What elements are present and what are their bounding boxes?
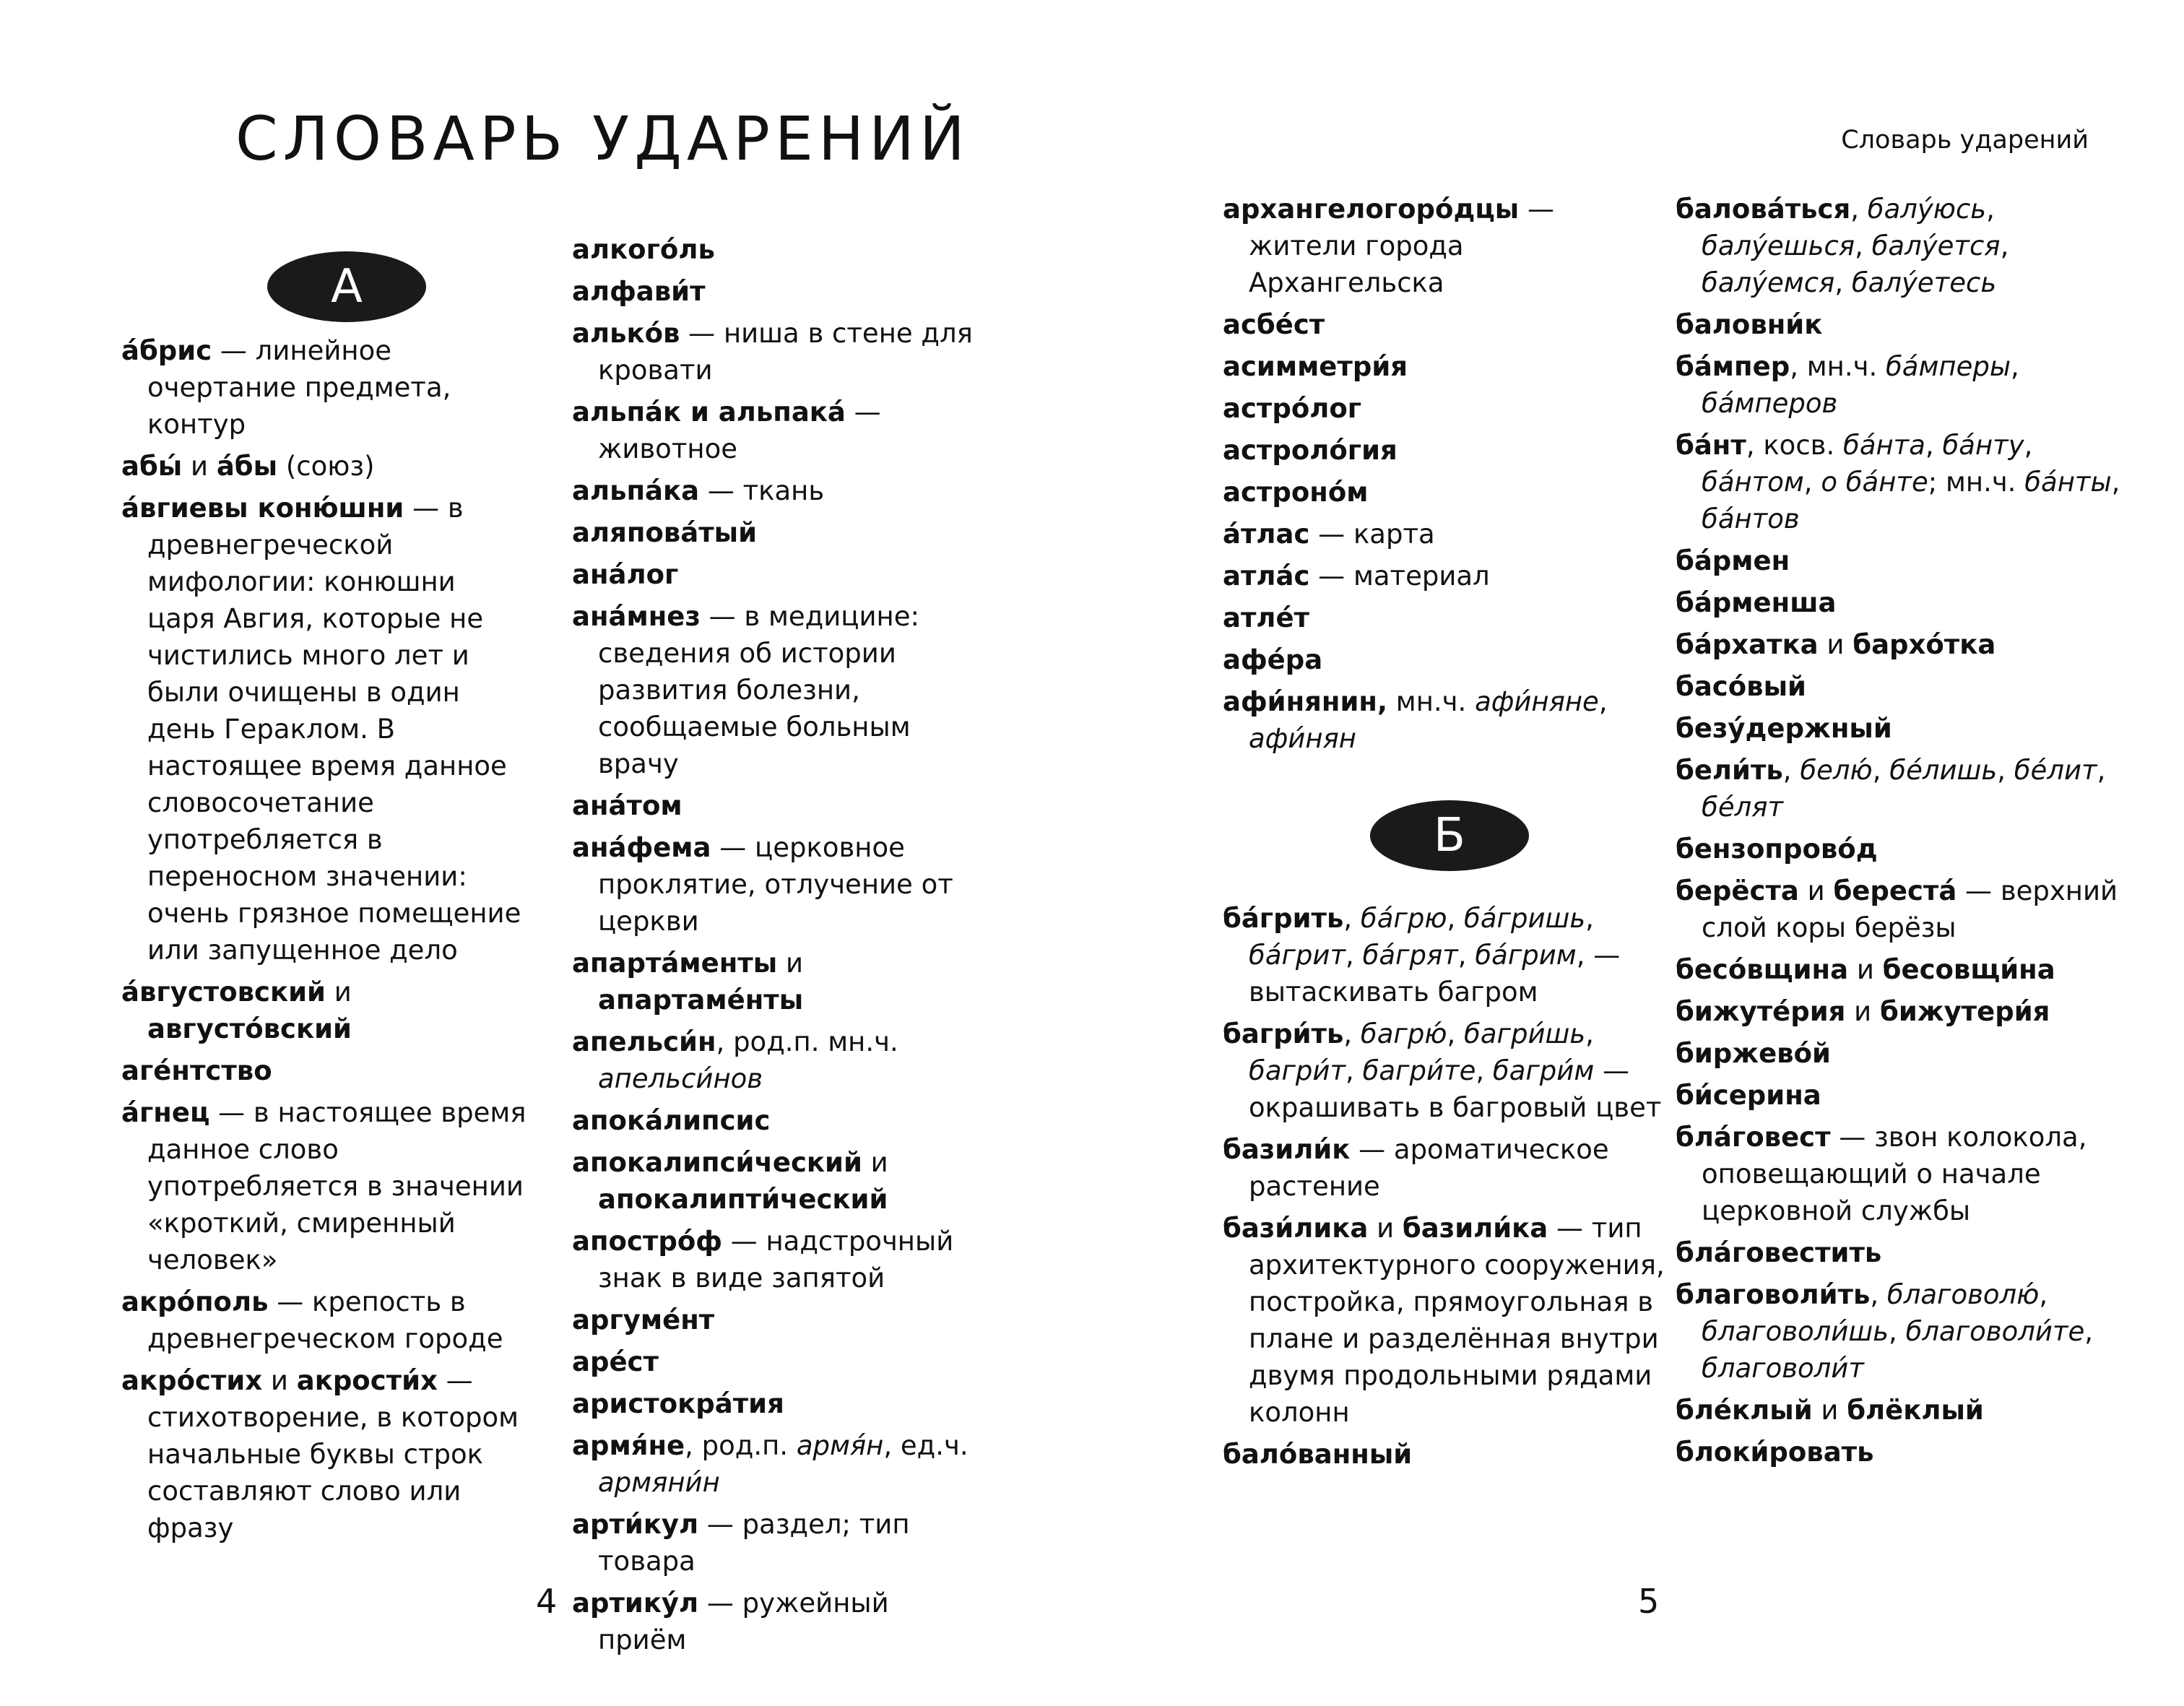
definition-text: и — [182, 451, 217, 482]
dictionary-entry — [1223, 1436, 1665, 1473]
definition-text: мн.ч. — [1387, 686, 1476, 717]
headword: апокалипти́ческий — [598, 1184, 888, 1215]
headword: а́брис — [121, 335, 212, 366]
headword: архангелогоро́дцы — [1223, 194, 1520, 225]
definition-text: , — [1855, 230, 1872, 261]
definition-text: , — [1343, 1018, 1361, 1049]
word-form: багри́шь — [1464, 1018, 1586, 1049]
headword: багри́ть — [1223, 1018, 1344, 1049]
definition-text: — в медицине: сведения об истории развития болезни, сообщаемые больным врачу — [598, 601, 919, 779]
word-form: благоволю́ — [1886, 1279, 2040, 1310]
definition-text: и — [1368, 1213, 1403, 1244]
headword: арти́кул — [572, 1509, 699, 1540]
definition-text: , — [1346, 940, 1363, 971]
headword: абы́ — [121, 451, 183, 482]
definition-text: , мн.ч. — [1790, 351, 1886, 382]
headword: блёклый — [1847, 1395, 1984, 1426]
headword: а́тлас — [1223, 519, 1310, 550]
dictionary-entry — [1223, 900, 1665, 1010]
dictionary-entry — [572, 514, 984, 551]
headword: алкого́ль — [572, 234, 715, 265]
headword: баловни́к — [1676, 309, 1823, 340]
definition-text: , — [1782, 755, 1800, 786]
headword: альпа́к и альпака́ — [572, 397, 846, 428]
dictionary-entry — [1676, 584, 2123, 621]
definition-text: , — [2111, 467, 2120, 498]
dictionary-entry — [572, 1343, 984, 1380]
definition-text: — в настоящее время данное слово употребляется в значении «кроткий, смиренный человек» — [147, 1097, 526, 1276]
dictionary-entry — [572, 556, 984, 593]
headword: астроно́м — [1223, 477, 1369, 508]
definition-text: , — [1850, 194, 1868, 225]
dictionary-entry — [1676, 831, 2123, 867]
headword: аге́нтство — [121, 1055, 272, 1086]
dictionary-entry — [1223, 1210, 1665, 1431]
headword: а́вгиевы коню́шни — [121, 493, 404, 524]
headword: бази́лика — [1223, 1213, 1369, 1244]
dictionary-entry — [1223, 1016, 1665, 1126]
word-form: ба́грю — [1360, 903, 1447, 934]
word-form: балу́емся — [1702, 267, 1835, 298]
headword: ба́рхатка — [1676, 629, 1819, 660]
definition-text: — ружейный приём — [598, 1588, 889, 1655]
definition-text: — верхний слой коры берёзы — [1702, 875, 2118, 943]
headword: ана́лог — [572, 559, 679, 590]
dictionary-entry — [1676, 710, 2123, 747]
headword: асбе́ст — [1223, 309, 1325, 340]
headword: бесо́вщина — [1676, 954, 1849, 985]
headword: бла́говест — [1676, 1122, 1831, 1153]
page-title: СЛОВАРЬ УДАРЕНИЙ — [235, 103, 970, 174]
headword: апельси́н — [572, 1026, 716, 1057]
headword: басо́вый — [1676, 671, 1806, 702]
definition-text: — ниша в стене для кровати — [598, 318, 973, 386]
dictionary-entry — [572, 1427, 984, 1501]
dictionary-entry — [121, 1362, 532, 1546]
headword: акро́стих — [121, 1365, 263, 1396]
word-form: ба́нты — [2024, 467, 2112, 498]
dictionary-entry — [121, 1283, 532, 1357]
headword: атла́с — [1223, 560, 1310, 592]
headword: аристокра́тия — [572, 1388, 784, 1419]
headword: ба́рмен — [1676, 545, 1790, 576]
word-form: балу́ешься — [1702, 230, 1855, 261]
section-letter-badge-a: А — [267, 251, 426, 322]
definition-text: , — [1585, 1018, 1594, 1049]
headword: благоволи́ть — [1676, 1279, 1871, 1310]
definition-text: и — [862, 1147, 888, 1178]
definition-text: и — [262, 1365, 297, 1396]
dictionary-entry — [572, 787, 984, 824]
definition-text: , — [1585, 903, 1594, 934]
word-form: ба́грят — [1362, 940, 1458, 971]
definition-text: , род.п. мн.ч. — [716, 1026, 898, 1057]
dictionary-entry — [1223, 390, 1665, 427]
headword: алфави́т — [572, 276, 706, 307]
definition-text: — раздел; тип товара — [598, 1509, 910, 1577]
word-form: багри́т — [1249, 1055, 1346, 1086]
definition-text: — линейное очертание предмета, контур — [147, 335, 451, 440]
word-form: ба́нту — [1942, 430, 2024, 461]
dictionary-entry — [1676, 1119, 2123, 1229]
headword: артику́л — [572, 1588, 699, 1619]
dictionary-entry — [572, 231, 984, 268]
headword: апока́липсис — [572, 1105, 771, 1136]
word-form: балу́етесь — [1851, 267, 1997, 298]
headword: ба́грить — [1223, 903, 1344, 934]
word-form: балу́ется — [1871, 230, 2001, 261]
definition-text: — крепость в древнегреческом городе — [147, 1286, 503, 1354]
headword: аргуме́нт — [572, 1304, 715, 1335]
definition-text: (союз) — [277, 451, 375, 482]
definition-text: , — вытаскивать багром — [1249, 940, 1621, 1008]
headword: апостро́ф — [572, 1226, 722, 1257]
headword: афи́нянин, — [1223, 686, 1388, 717]
dictionary-entry — [1676, 993, 2123, 1030]
definition-text: , — [1598, 686, 1608, 717]
definition-text: , — [1872, 755, 1890, 786]
dictionary-entry — [572, 315, 984, 389]
word-form: благоволи́те — [1905, 1316, 2085, 1347]
dictionary-entry — [1676, 752, 2123, 826]
definition-text: , род.п. — [685, 1430, 797, 1461]
definition-text: ; мн.ч. — [1928, 467, 2025, 498]
headword: атле́т — [1223, 602, 1310, 633]
dictionary-entry — [1223, 348, 1665, 385]
dictionary-entry — [1223, 599, 1665, 636]
definition-text: и — [1812, 1395, 1847, 1426]
definition-text: — ткань — [699, 475, 825, 506]
headword: аляпова́тый — [572, 517, 758, 548]
headword: блоки́ровать — [1676, 1437, 1874, 1468]
definition-text: , — [1343, 903, 1361, 934]
headword: бла́говестить — [1676, 1237, 1882, 1268]
dictionary-entry — [121, 490, 532, 969]
dictionary-entry — [1676, 427, 2123, 537]
definition-text: , — [1457, 940, 1476, 971]
dictionary-entry — [572, 1102, 984, 1139]
headword: ана́том — [572, 790, 682, 821]
definition-text: — звон колокола, оповещающий о начале церковной службы — [1702, 1122, 2087, 1226]
dictionary-entry — [1676, 1392, 2123, 1429]
headword: бензопрово́д — [1676, 833, 1878, 865]
dictionary-entry — [572, 945, 984, 1018]
word-form: ба́мперов — [1702, 388, 1838, 419]
dictionary-entry — [121, 448, 532, 485]
dictionary-entry — [572, 1223, 984, 1296]
headword: бархо́тка — [1852, 629, 1996, 660]
definition-text: , — [1889, 1316, 1906, 1347]
definition-text: — материал — [1309, 560, 1490, 592]
headword: астроло́гия — [1223, 435, 1398, 466]
dictionary-entry — [1676, 542, 2123, 579]
headword: ба́мпер — [1676, 351, 1790, 382]
page-number-left: 4 — [536, 1582, 558, 1621]
dictionary-entry — [572, 1144, 984, 1218]
running-head: Словарь ударений — [1841, 126, 2089, 155]
definition-text: — в древнегреческой мифологии: конюшни царя Авгия, которые не чистились много лет и были очищены в один день Гераклом. В настоящее время данное словосочетание употребляется в переносном значении: очень грязное помещение или запущенное дело — [147, 493, 521, 966]
dictionary-entry — [1223, 641, 1665, 678]
word-form: бе́лят — [1702, 792, 1784, 823]
definition-text: и — [1818, 629, 1853, 660]
page-number-right: 5 — [1638, 1582, 1660, 1621]
headword: безу́держный — [1676, 713, 1892, 744]
dictionary-entry — [121, 974, 532, 1047]
dictionary-entry — [1676, 1077, 2123, 1114]
word-form: апельси́нов — [598, 1063, 763, 1094]
word-form: бе́лит — [2014, 755, 2097, 786]
headword: бижуте́рия — [1676, 996, 1846, 1027]
word-form: о ба́нте — [1821, 467, 1928, 498]
dictionary-entry — [1676, 1035, 2123, 1072]
headword: ба́рменша — [1676, 587, 1837, 618]
headword: аре́ст — [572, 1346, 659, 1377]
dictionary-entry — [1223, 191, 1665, 301]
word-form: багри́те — [1362, 1055, 1476, 1086]
definition-text: — надстрочный знак в виде запятой — [598, 1226, 954, 1294]
dictionary-entry — [1676, 1234, 2123, 1271]
word-form: афи́няне — [1475, 686, 1599, 717]
headword: акро́поль — [121, 1286, 269, 1317]
section-letter-badge-b: Б — [1370, 800, 1529, 871]
dictionary-entry — [1223, 683, 1665, 757]
definition-text: — окрашивать в багровый цвет — [1249, 1055, 1662, 1123]
dictionary-entry — [572, 1302, 984, 1338]
word-form: ба́мперы — [1885, 351, 2011, 382]
headword: берёста — [1676, 875, 1799, 906]
dictionary-entry — [572, 1385, 984, 1422]
definition-text: — животное — [598, 397, 881, 464]
definition-text: и — [777, 948, 804, 979]
dictionary-column-4 — [1676, 191, 2123, 1476]
definition-text: — стихотворение, в котором начальные буквы строк составляют слово или фразу — [147, 1365, 519, 1543]
dictionary-entry — [121, 1052, 532, 1089]
definition-text: , — [1870, 1279, 1887, 1310]
definition-text: , — [1447, 1018, 1465, 1049]
dictionary-entry — [572, 829, 984, 940]
definition-text: , — [2000, 230, 2009, 261]
dictionary-entry — [1676, 348, 2123, 422]
dictionary-entry — [1223, 558, 1665, 594]
definition-text: и — [1848, 954, 1883, 985]
headword: ба́нт — [1676, 430, 1746, 461]
dictionary-entry — [1676, 668, 2123, 705]
headword: бле́клый — [1676, 1395, 1813, 1426]
definition-text: — ароматическое растение — [1249, 1134, 1609, 1202]
headword: асимметри́я — [1223, 351, 1408, 382]
dictionary-entry — [1223, 516, 1665, 553]
headword: бесовщи́на — [1882, 954, 2055, 985]
headword: а́вгустовский — [121, 977, 326, 1008]
definition-text: , — [1834, 267, 1852, 298]
dictionary-entry — [1676, 873, 2123, 946]
headword: балова́ться — [1676, 194, 1851, 225]
word-form: ба́нтов — [1702, 503, 1800, 534]
word-form: бе́лишь — [1889, 755, 1998, 786]
headword: бало́ванный — [1223, 1439, 1413, 1470]
definition-text: , — [2039, 1279, 2048, 1310]
definition-text: , — [1997, 755, 2014, 786]
headword: апокалипси́ческий — [572, 1147, 862, 1178]
headword: а́бы — [216, 451, 278, 482]
dictionary-column-1 — [121, 114, 532, 1551]
dictionary-entry — [572, 273, 984, 310]
headword: би́серина — [1676, 1080, 1821, 1111]
headword: базили́ка — [1402, 1213, 1548, 1244]
dictionary-entry — [121, 1094, 532, 1278]
headword: базили́к — [1223, 1134, 1351, 1165]
word-form: багри́м — [1492, 1055, 1595, 1086]
dictionary-entry — [1676, 191, 2123, 301]
definition-text: , — [1986, 194, 1995, 225]
dictionary-entry — [1676, 626, 2123, 663]
word-form: благоволи́шь — [1702, 1316, 1889, 1347]
word-form: ба́нта — [1843, 430, 1925, 461]
definition-text: , — [1346, 1055, 1363, 1086]
headword: биржево́й — [1676, 1038, 1831, 1069]
dictionary-column-2 — [572, 231, 984, 1663]
definition-text: — жители города Архангельска — [1249, 194, 1554, 298]
dictionary-entry — [1223, 306, 1665, 343]
definition-text: , — [1476, 1055, 1493, 1086]
dictionary-entry — [572, 1585, 984, 1658]
headword: береста́ — [1833, 875, 1957, 906]
headword: а́гнец — [121, 1097, 210, 1128]
definition-text: , косв. — [1746, 430, 1843, 461]
dictionary-entry — [1676, 1276, 2123, 1387]
word-form: армя́н — [796, 1430, 884, 1461]
headword: апартаме́нты — [598, 984, 804, 1016]
headword: альпа́ка — [572, 475, 700, 506]
headword: ана́фема — [572, 832, 711, 863]
headword: ана́мнез — [572, 601, 701, 632]
definition-text: , — [2024, 430, 2033, 461]
word-form: белю́ — [1800, 755, 1873, 786]
definition-text: , — [1447, 903, 1465, 934]
dictionary-entry — [1223, 1131, 1665, 1205]
headword: алько́в — [572, 318, 680, 349]
definition-text: — тип архитектурного сооружения, постройка, прямоугольная в плане и разделённая внутри двумя продольными рядами колонн — [1249, 1213, 1665, 1428]
definition-text: и — [1845, 996, 1880, 1027]
dictionary-entry — [572, 394, 984, 467]
definition-text: , — [2084, 1316, 2094, 1347]
definition-text: , — [2097, 755, 2106, 786]
word-form: афи́нян — [1249, 723, 1356, 754]
definition-text: , — [2011, 351, 2019, 382]
word-form: багрю́ — [1360, 1018, 1447, 1049]
headword: бели́ть — [1676, 755, 1783, 786]
definition-text: , — [1925, 430, 1943, 461]
headword: астро́лог — [1223, 393, 1362, 424]
headword: бижутери́я — [1879, 996, 2050, 1027]
dictionary-entry — [1676, 1434, 2123, 1471]
headword: апарта́менты — [572, 948, 778, 979]
headword: армя́не — [572, 1430, 685, 1461]
dictionary-column-3 — [1223, 191, 1665, 1478]
definition-text: и — [325, 977, 352, 1008]
dictionary-entry — [572, 1506, 984, 1580]
definition-text: и — [1798, 875, 1834, 906]
word-form: ба́грит — [1249, 940, 1346, 971]
definition-text: — церковное проклятие, отлучение от церкви — [598, 832, 953, 937]
dictionary-entry — [121, 332, 532, 443]
definition-text: , — [1803, 467, 1821, 498]
dictionary-entry — [572, 1023, 984, 1097]
dictionary-entry — [1223, 474, 1665, 511]
definition-text: — карта — [1309, 519, 1435, 550]
dictionary-entry — [1676, 306, 2123, 343]
word-form: балу́юсь — [1867, 194, 1987, 225]
definition-text: , ед.ч. — [883, 1430, 968, 1461]
dictionary-entry — [572, 472, 984, 509]
dictionary-entry — [1223, 432, 1665, 469]
dictionary-entry — [572, 598, 984, 782]
word-form: ба́нтом — [1702, 467, 1804, 498]
word-form: ба́гришь — [1464, 903, 1586, 934]
word-form: армяни́н — [598, 1467, 720, 1498]
headword: афе́ра — [1223, 644, 1323, 675]
headword: августо́вский — [147, 1013, 352, 1044]
headword: акрости́х — [296, 1365, 438, 1396]
dictionary-entry — [1676, 951, 2123, 988]
word-form: благоволи́т — [1702, 1353, 1864, 1384]
word-form: ба́грим — [1475, 940, 1577, 971]
